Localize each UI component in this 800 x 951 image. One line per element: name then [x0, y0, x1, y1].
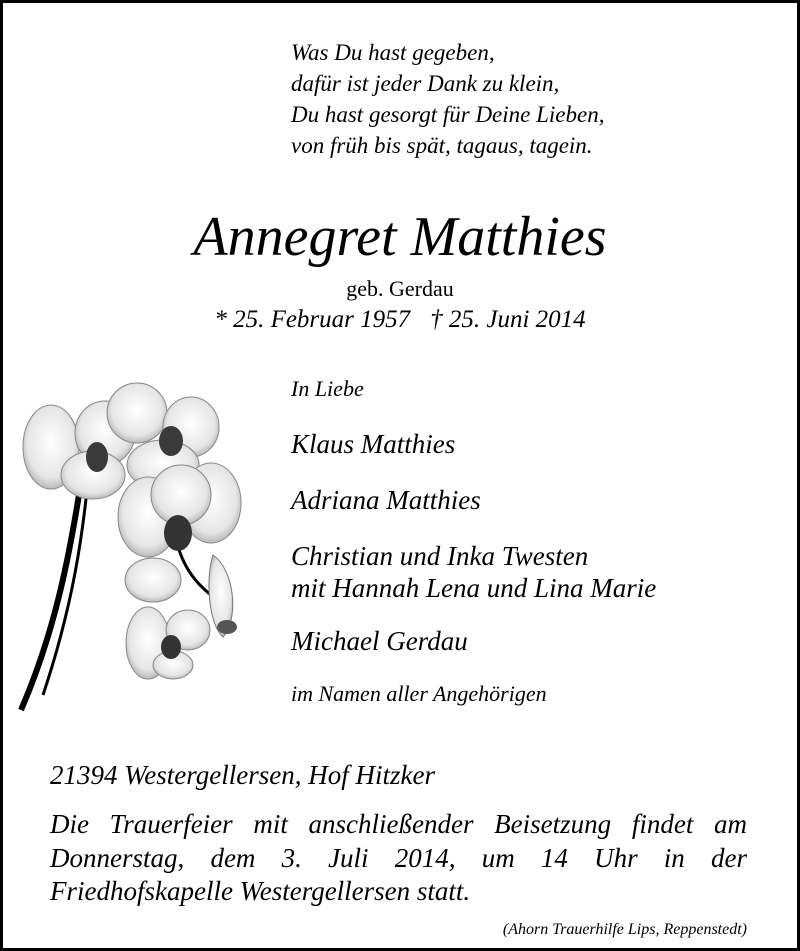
- mourners-closing: im Namen aller Angehörigen: [291, 681, 547, 706]
- death-date: † 25. Juni 2014: [430, 306, 586, 333]
- mourner-name: Michael Gerdau: [291, 626, 468, 656]
- funeral-home-credit: (Ahorn Trauerhilfe Lips, Reppenstedt): [502, 921, 747, 938]
- mourner-name: Klaus Matthies: [291, 429, 456, 459]
- birth-date: * 25. Februar 1957: [214, 306, 411, 333]
- mourner-name: Adriana Matthies: [291, 485, 481, 515]
- orchid-flower: [126, 607, 210, 679]
- poem-line: von früh bis spät, tagaus, tagein.: [291, 133, 593, 158]
- mourner-name: Christian und Inka Twesten: [291, 541, 589, 571]
- birth-name: geb. Gerdau: [346, 276, 454, 301]
- mourner-name: mit Hannah Lena und Lina Marie: [291, 573, 657, 603]
- life-dates: [3, 304, 797, 336]
- deceased-name: Annegret Matthies: [193, 206, 607, 268]
- mourners-intro: In Liebe: [291, 376, 364, 401]
- poem: [291, 37, 604, 161]
- poem-line: Was Du hast gegeben,: [291, 40, 495, 65]
- funeral-notice: Die Trauerfeier mit anschließender Beisetzung findet am Donnerstag, dem 3. Juli 2014, um 14 Uhr in der Friedhofskapelle Westergellersen statt.: [50, 809, 747, 906]
- orchid-image: [13, 375, 253, 715]
- poem-line: Du hast gesorgt für Deine Lieben,: [291, 102, 605, 127]
- location: 21394 Westergellersen, Hof Hitzker: [50, 760, 435, 790]
- poem-line: dafür ist jeder Dank zu klein,: [291, 71, 560, 96]
- orchid-bud: [209, 555, 237, 637]
